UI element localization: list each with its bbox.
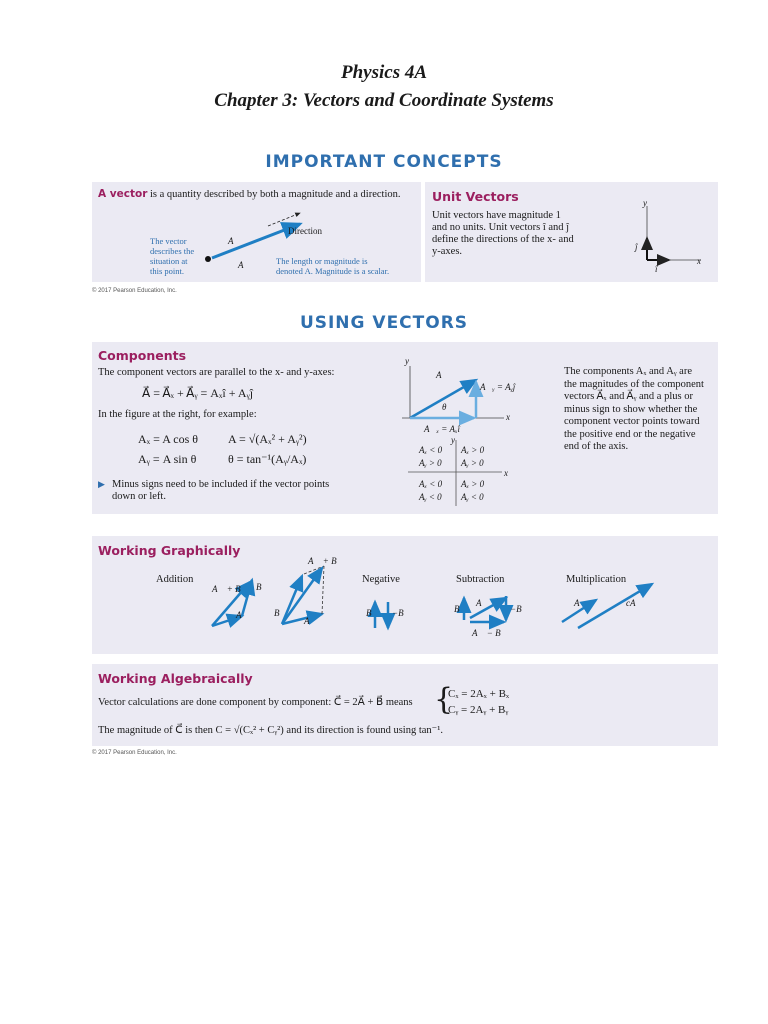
graphically-title: Working Graphically (98, 543, 241, 558)
caption-line: denoted A. Magnitude is a scalar. (276, 266, 390, 276)
caption-line: this point. (150, 266, 185, 276)
vector-definition-panel (92, 182, 421, 282)
components-intro: The component vectors are parallel to the x- and y-axes: (98, 367, 335, 378)
sub-lbl-a: A⃗ (476, 598, 489, 608)
text-line: Unit vectors have magnitude 1 (432, 210, 561, 221)
unit-vectors-panel (425, 182, 718, 282)
components-panel (92, 342, 718, 514)
note-line: down or left. (112, 491, 166, 502)
fig-ax-label: A⃗ₓ = Aₓî (424, 424, 461, 434)
text-line: minus sign to show whether the (564, 403, 698, 415)
eq-ax: Aₓ = A cos θ (138, 432, 198, 446)
vector-definition-text: is a quantity described by both a magnitude and a direction. (147, 189, 401, 200)
mult-lbl-ca: cA⃗ (626, 598, 643, 608)
sign-cell: Aᵧ < 0 (419, 492, 442, 502)
sign-cell: Aₓ < 0 (419, 479, 443, 489)
eq-ay: Aᵧ = A sin θ (138, 452, 197, 466)
brace-icon: { (434, 682, 454, 717)
j-hat-label: ĵ (635, 242, 638, 252)
add-lbl-a: A⃗ (236, 610, 249, 620)
text-line: the positive end or the negative (564, 428, 696, 440)
magnitude-a-label: A (238, 260, 244, 270)
algebraically-title: Working Algebraically (98, 671, 253, 686)
unit-vector-diagram (425, 182, 718, 282)
neg-lbl-negb: −B⃗ (392, 608, 411, 618)
text-line: y-axes. (432, 246, 463, 257)
text-line: vectors A⃗ₓ and A⃗ᵧ and a plus or (564, 391, 693, 402)
sign-cell: Aᵧ < 0 (461, 492, 484, 502)
note-line: Minus signs need to be included if the vector points (112, 479, 330, 490)
multiplication-label: Multiplication (566, 574, 627, 585)
negative-label: Negative (362, 574, 400, 585)
eq-magnitude: A = √(Aₓ² + Aᵧ²) (228, 432, 307, 446)
using-vectors-heading: USING VECTORS (299, 313, 469, 333)
sub-lbl-b: B⃗ (454, 604, 467, 614)
eq-cy: Cᵧ = 2Aᵧ + Bᵧ (448, 704, 509, 716)
vector-right-caption (276, 256, 389, 276)
text-line: the magnitudes of the component (564, 378, 704, 390)
copyright-1: © 2017 Pearson Education, Inc. (92, 288, 177, 294)
fig-theta: θ (442, 402, 447, 412)
working-algebraically-panel (92, 664, 718, 746)
unit-vectors-title: Unit Vectors (432, 189, 519, 204)
algebraic-line2: The magnitude of C⃗ is then C = √(Cₓ² + Cᵧ²) and its direction is found using tan⁻¹. (98, 725, 443, 736)
axis-y-label: y (643, 198, 647, 208)
i-hat-label: î (655, 264, 658, 274)
caption-line: The vector (150, 236, 187, 246)
vector-left-caption (150, 236, 194, 276)
copyright-2: © 2017 Pearson Education, Inc. (92, 750, 177, 756)
para-lbl-a: A⃗ (304, 616, 317, 626)
vector-term: A vector (98, 188, 148, 200)
page-title: Physics 4A (340, 62, 428, 83)
table-axis-x: x (504, 468, 508, 478)
vector-a-label: A (228, 236, 234, 246)
neg-lbl-b: B⃗ (366, 608, 379, 618)
add-lbl-sum: A⃗ + B⃗ (212, 584, 248, 594)
text-line: define the directions of the x- and (432, 234, 574, 245)
components-title: Components (98, 348, 187, 363)
fig-axis-y: y (405, 356, 409, 366)
components-formula: A⃗ = A⃗ₓ + A⃗ᵧ = Aₓî + Aᵧĵ (142, 386, 254, 400)
table-axis-y: y (451, 435, 455, 445)
sign-cell: Aₓ > 0 (461, 445, 485, 455)
eq-cx: Cₓ = 2Aₓ + Bₓ (448, 688, 510, 700)
sub-lbl-negb: −B⃗ (510, 604, 529, 614)
sign-cell: Aₓ < 0 (419, 445, 443, 455)
fig-ay-label: A⃗ᵧ = Aᵧĵ (480, 382, 516, 392)
text-line: end of the axis. (564, 441, 629, 452)
mult-lbl-a: A⃗ (574, 598, 587, 608)
important-concepts-heading: IMPORTANT CONCEPTS (265, 152, 503, 172)
algebraic-line1: Vector calculations are done component by component: C⃗ = 2A⃗ + B⃗ means (98, 697, 413, 708)
subtraction-label: Subtraction (456, 574, 505, 585)
example-line: In the figure at the right, for example: (98, 409, 257, 420)
para-lbl-sum: A⃗ + B⃗ (308, 556, 344, 566)
fig-axis-x: x (506, 412, 510, 422)
caption-line: The length or magnitude is (276, 256, 368, 266)
text-line: and no units. Unit vectors î and ĵ (432, 222, 570, 233)
caption-line: situation at (150, 256, 188, 266)
fig-vector-a: A⃗ (436, 370, 449, 380)
sign-cell: Aᵧ > 0 (419, 458, 442, 468)
page-subtitle: Chapter 3: Vectors and Coordinate Systems (214, 90, 554, 111)
eq-theta: θ = tan⁻¹(Aᵧ/Aₓ) (228, 452, 307, 466)
caption-line: describes the (150, 246, 195, 256)
sub-lbl-diff: A⃗ − B⃗ (472, 628, 508, 638)
sign-cell: Aₓ > 0 (461, 479, 485, 489)
components-explanation (564, 366, 704, 454)
graphical-diagrams (92, 536, 718, 654)
direction-label: Direction (288, 226, 322, 236)
addition-label: Addition (156, 574, 194, 585)
para-lbl-b: B⃗ (274, 608, 287, 618)
bullet-icon: ▶ (98, 479, 105, 489)
axis-x-label: x (697, 256, 701, 266)
text-line: component vector points toward (564, 416, 700, 427)
working-graphically-panel (92, 536, 718, 654)
text-line: The components Aₓ and Aᵧ are (564, 366, 693, 377)
sign-cell: Aᵧ > 0 (461, 458, 484, 468)
add-lbl-b: B⃗ (256, 582, 269, 592)
